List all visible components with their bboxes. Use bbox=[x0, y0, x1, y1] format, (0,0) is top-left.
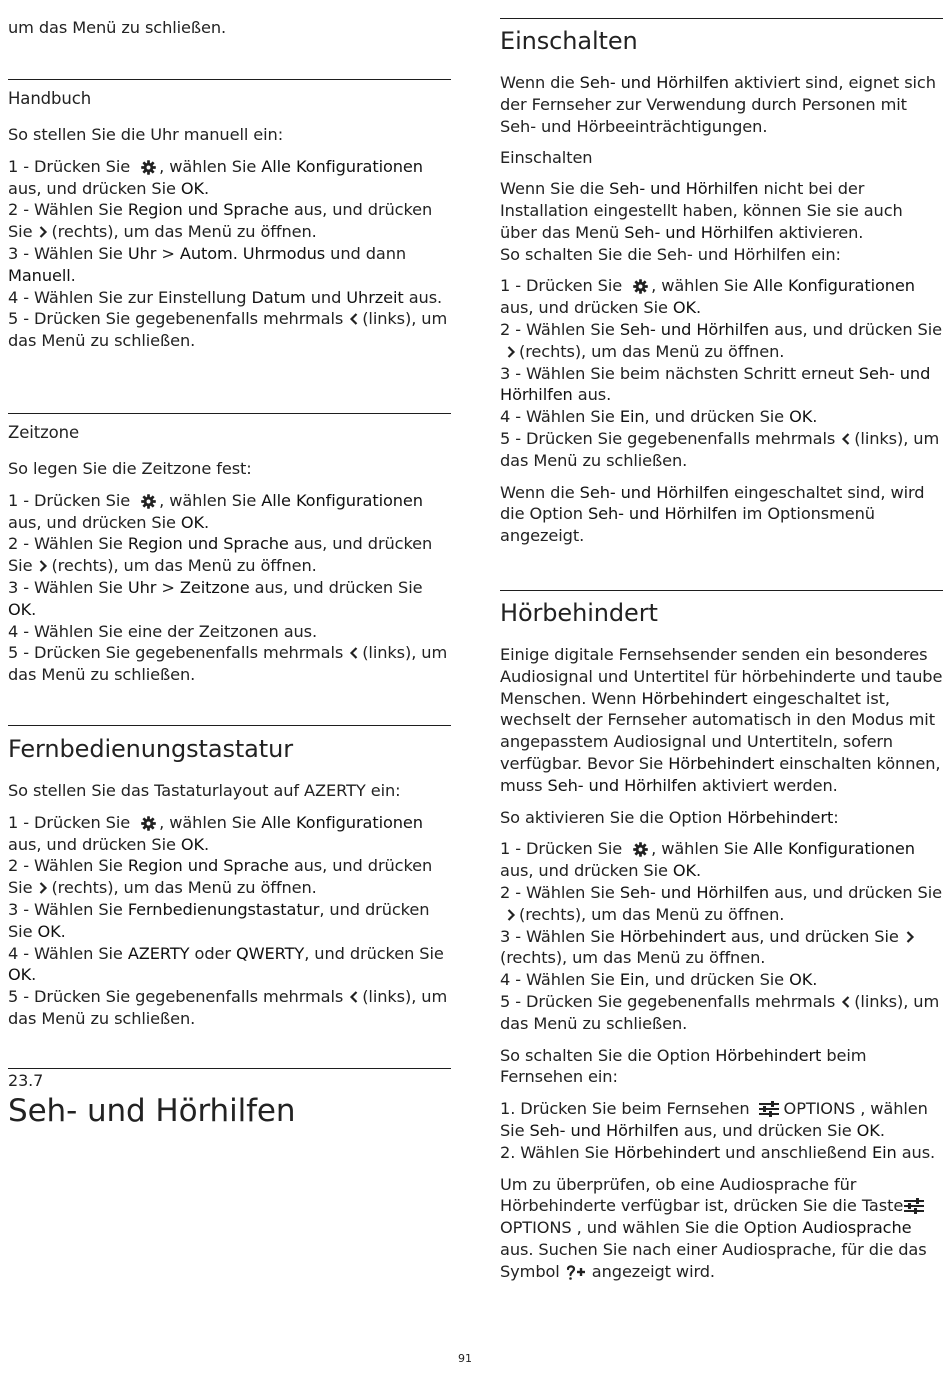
chevron-right-icon bbox=[905, 930, 915, 944]
step-list bbox=[8, 812, 451, 1030]
section-lead: So legen Sie die Zeitzone fest: bbox=[8, 459, 252, 478]
paragraph: Einige digitale Fernsehsender senden ein besonderes Audiosignal und Untertitel für hörbehinderte und taube Menschen. Wenn Hörbehindert eingeschaltet ist, wechselt der Fernseher automatisch in den Modus mit angepasstem Audiosignal und Untertiteln, sofern verfügbar. Bevor Sie Hörbehindert einschalten können, muss Seh- und Hörhilfen aktiviert werden. bbox=[500, 645, 943, 795]
section-divider bbox=[8, 413, 451, 414]
step-2: 2 - Wählen Sie Region und Sprache aus, und drücken Sie (rechts), um das Menü zu öffnen. bbox=[8, 856, 433, 898]
chapter-divider bbox=[8, 1068, 451, 1069]
chevron-left-icon bbox=[349, 990, 359, 1004]
step-3: 3 - Wählen Sie Hörbehindert aus, und drücken Sie(rechts), um das Menü zu öffnen. bbox=[500, 926, 943, 970]
step-4: 4 - Wählen Sie Ein, und drücken Sie OK. bbox=[500, 407, 818, 427]
step-4: 4 - Wählen Sie zur Einstellung Datum und Uhrzeit aus. bbox=[8, 287, 443, 307]
settings-gear-icon bbox=[632, 278, 649, 295]
settings-gear-icon bbox=[140, 159, 157, 176]
option-step-2: 2. Wählen Sie Hörbehindert und anschließend Ein aus. bbox=[500, 1142, 936, 1162]
paragraph: Wenn Sie die Seh- und Hörhilfen nicht bei der Installation eingestellt haben, können Sie sie auch über das Menü Seh- und Hörhilfen aktivieren. So schalten Sie die Seh- und Hörhilfen ein: bbox=[500, 179, 903, 264]
settings-gear-icon bbox=[140, 815, 157, 832]
step-3: 3 - Wählen Sie Uhr > Zeitzone aus, und drücken Sie OK. bbox=[8, 577, 423, 619]
paragraph: So schalten Sie die Option Hörbehindert beim Fernsehen ein: bbox=[500, 1045, 867, 1087]
step-1: 1 - Drücken Sie , wählen Sie Alle Konfigurationen aus, und drücken Sie OK. bbox=[8, 156, 423, 198]
chapter-number: 23.7 bbox=[8, 1071, 44, 1090]
section-title-einschalten: Einschalten bbox=[500, 27, 638, 55]
step-3: 3 - Wählen Sie Fernbedienungstastatur, und drücken Sie OK. bbox=[8, 899, 430, 941]
chevron-right-icon bbox=[38, 559, 48, 573]
chevron-left-icon bbox=[841, 432, 851, 446]
step-5: 5 - Drücken Sie gegebenenfalls mehrmals (links), um das Menü zu schließen. bbox=[500, 428, 940, 470]
section-divider bbox=[8, 725, 451, 726]
paragraph: Wenn die Seh- und Hörhilfen aktiviert sind, eignet sich der Fernseher zur Verwendung durch Personen mit Seh- und Hörbeeinträchtigungen. bbox=[500, 73, 936, 136]
section-title-handbuch: Handbuch bbox=[8, 89, 92, 108]
chevron-right-icon bbox=[38, 881, 48, 895]
section-divider bbox=[500, 18, 943, 19]
step-5: 5 - Drücken Sie gegebenenfalls mehrmals (links), um das Menü zu schließen. bbox=[8, 309, 448, 351]
subsection-title: Einschalten bbox=[500, 148, 593, 168]
step-list bbox=[500, 275, 943, 471]
chevron-left-icon bbox=[349, 646, 359, 660]
section-title-zeitzone: Zeitzone bbox=[8, 423, 80, 442]
chevron-left-icon bbox=[349, 312, 359, 326]
options-sliders-icon bbox=[758, 1101, 780, 1117]
step-3: 3 - Wählen Sie Uhr > Autom. Uhrmodus und dann Manuell. bbox=[8, 243, 407, 285]
settings-gear-icon bbox=[140, 493, 157, 510]
step-list bbox=[500, 838, 943, 1034]
step-4: 4 - Wählen Sie eine der Zeitzonen aus. bbox=[8, 621, 318, 641]
page-number: 91 bbox=[458, 1352, 472, 1365]
chapter-title: Seh- und Hörhilfen bbox=[8, 1093, 296, 1129]
step-5: 5 - Drücken Sie gegebenenfalls mehrmals (links), um das Menü zu schließen. bbox=[500, 991, 940, 1033]
section-einschalten bbox=[500, 26, 943, 547]
section-title-fernbedienungstastatur: Fernbedienungstastatur bbox=[8, 735, 293, 763]
chevron-left-icon bbox=[841, 995, 851, 1009]
section-fernbedienungstastatur bbox=[8, 734, 451, 1030]
section-handbuch bbox=[8, 88, 451, 352]
section-title-hoerbehindert: Hörbehindert bbox=[500, 599, 658, 627]
step-2: 2 - Wählen Sie Seh- und Hörhilfen aus, und drücken Sie(rechts), um das Menü zu öffnen. bbox=[500, 319, 942, 361]
section-divider bbox=[8, 79, 451, 80]
step-list bbox=[8, 156, 451, 352]
option-step-1: 1. Drücken Sie beim Fernsehen OPTIONS , wählen Sie Seh- und Hörhilfen aus, und drücken Sie OK. bbox=[500, 1099, 928, 1140]
section-lead: So stellen Sie das Tastaturlayout auf AZERTY ein: bbox=[8, 781, 401, 800]
section-zeitzone bbox=[8, 422, 451, 686]
chevron-right-icon bbox=[506, 345, 516, 359]
step-2: 2 - Wählen Sie Seh- und Hörhilfen aus, und drücken Sie(rechts), um das Menü zu öffnen. bbox=[500, 882, 942, 924]
step-3: 3 - Wählen Sie beim nächsten Schritt erneut Seh- und Hörhilfen aus. bbox=[500, 363, 931, 405]
step-5: 5 - Drücken Sie gegebenenfalls mehrmals (links), um das Menü zu schließen. bbox=[8, 643, 448, 685]
step-1: 1 - Drücken Sie , wählen Sie Alle Konfigurationen aus, und drücken Sie OK. bbox=[500, 839, 915, 881]
section-lead: So stellen Sie die Uhr manuell ein: bbox=[8, 125, 284, 144]
chapter-heading bbox=[8, 1070, 451, 1130]
options-sliders-icon bbox=[903, 1198, 925, 1214]
step-2: 2 - Wählen Sie Region und Sprache aus, und drücken Sie (rechts), um das Menü zu öffnen. bbox=[8, 534, 433, 576]
chevron-right-icon bbox=[506, 908, 516, 922]
step-4: 4 - Wählen Sie Ein, und drücken Sie OK. bbox=[500, 970, 818, 990]
paragraph: So aktivieren Sie die Option Hörbehindert: bbox=[500, 807, 839, 827]
paragraph: Um zu überprüfen, ob eine Audiosprache für Hörbehinderte verfügbar ist, drücken Sie die TasteOPTIONS , und wählen Sie die Option Audiosprache aus. Suchen Sie nach einer Audiosprache, für die das Symbol angezeigt wird. bbox=[500, 1174, 927, 1281]
intro-tail-text: um das Menü zu schließen. bbox=[8, 18, 227, 37]
chevron-right-icon bbox=[38, 225, 48, 239]
paragraph: Wenn die Seh- und Hörhilfen eingeschaltet sind, wird die Option Seh- und Hörhilfen im Optionsmenü angezeigt. bbox=[500, 482, 925, 546]
section-divider bbox=[500, 590, 943, 591]
step-1: 1 - Drücken Sie , wählen Sie Alle Konfigurationen aus, und drücken Sie OK. bbox=[8, 812, 423, 854]
step-2: 2 - Wählen Sie Region und Sprache aus, und drücken Sie (rechts), um das Menü zu öffnen. bbox=[8, 200, 433, 242]
hearing-impaired-ear-plus-icon bbox=[565, 1263, 587, 1281]
option-step-list bbox=[500, 1098, 943, 1163]
step-1: 1 - Drücken Sie , wählen Sie Alle Konfigurationen aus, und drücken Sie OK. bbox=[500, 276, 915, 318]
step-5: 5 - Drücken Sie gegebenenfalls mehrmals (links), um das Menü zu schließen. bbox=[8, 987, 448, 1028]
settings-gear-icon bbox=[632, 841, 649, 858]
section-hoerbehindert bbox=[500, 598, 943, 1283]
step-4: 4 - Wählen Sie AZERTY oder QWERTY, und drücken Sie OK. bbox=[8, 943, 444, 985]
step-list bbox=[8, 490, 451, 686]
step-1: 1 - Drücken Sie , wählen Sie Alle Konfigurationen aus, und drücken Sie OK. bbox=[8, 490, 423, 532]
